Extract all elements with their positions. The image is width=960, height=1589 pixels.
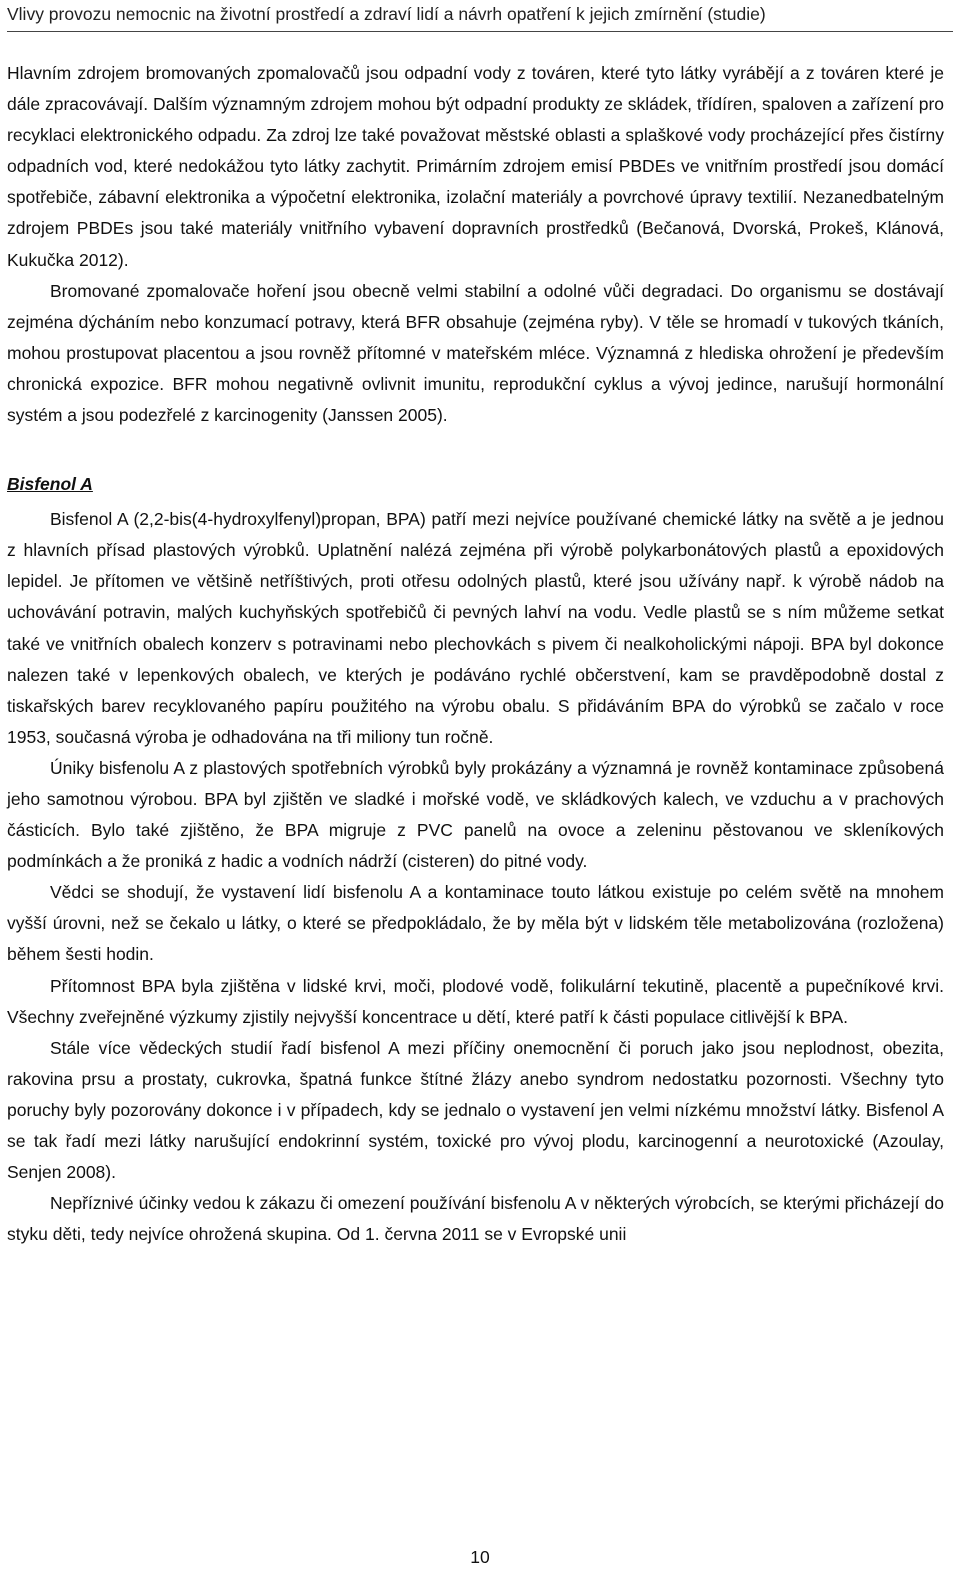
paragraph-bfr-effects: Bromované zpomalovače hoření jsou obecně velmi stabilní a odolné vůči degradaci. Do organismu se dostávají zejména dýcháním nebo konzumací potravy, která BFR obsahuje (zejména ryby). V těle se hromadí v tukových tkáních, mohou prostupovat placentou a jsou rovněž přítomné v mateřském mléce. Významná z hlediska ohrožení je především chronická expozice. BFR mohou negativně ovlivnit imunitu, reprodukční cyklus a vývoj jedince, narušují hormonální systém a jsou podezřelé z karcinogenity (Janssen 2005). [7, 280, 944, 426]
section-heading-bisfenol: Bisfenol A [7, 474, 93, 495]
page-number: 10 [470, 1547, 490, 1567]
paragraph-bpa-presence: Přítomnost BPA byla zjištěna v lidské krvi, moči, plodové vodě, folikulární tekutině, placentě a pupečníkové krvi. Všechny zveřejněné výzkumy zjistily nejvyšší koncentrace u dětí, které patří k části populace citlivější k BPA. [7, 975, 944, 1027]
paragraph-bpa-restrictions: Nepříznivé účinky vedou k zákazu či omezení používání bisfenolu A v některých výrobcích, se kterými přicházejí do styku děti, tedy nejvíce ohrožená skupina. Od 1. června 2011 se v Evropské unii [7, 1193, 944, 1245]
paragraph-bfr-sources: Hlavním zdrojem bromovaných zpomalovačů jsou odpadní vody z továren, které tyto látky vyrábějí a z továren které je dále zpracovávají. Dalším významným zdrojem mohou být odpadní produkty ze skládek, třídíren, spaloven a zařízení pro recyklaci elektronického odpadu. Za zdroj lze také považovat městské oblasti a splaškové vody procházející přes čistírny odpadních vod, které nedokážou tyto látky zachytit. Primárním zdrojem emisí PBDEs ve vnitřním prostředí jsou domácí spotřebiče, zábavní elektronika a výpočetní elektronika, izolační materiály a povrchové úpravy textilií. Nezanedbatelným zdrojem PBDEs jsou také materiály vnitřního vybavení dopravních prostředků (Bečanová, Dvorská, Prokeš, Klánová, Kukučka 2012). [7, 63, 944, 270]
paragraph-bpa-leaks: Úniky bisfenolu A z plastových spotřebních výrobků byly prokázány a významná je rovněž kontaminace způsobená jeho samotnou výrobou. BPA byl zjištěn ve sladké i mořské vodě, ve skládkových kalech, ve vzduchu a v prachových částicích. Bylo také zjištěno, že BPA migruje z PVC panelů na ovoce a zeleninu pěstovanou ve skleníkových podmínkách a že proniká z hadic a vodních nádrží (cisteren) do pitné vody. [7, 757, 944, 872]
page-body [7, 58, 944, 1250]
running-header: Vlivy provozu nemocnic na životní prostředí a zdraví lidí a návrh opatření k jejich zmírnění (studie) [7, 2, 953, 32]
paragraph-bpa-studies: Stále více vědeckých studií řadí bisfenol A mezi příčiny onemocnění či poruch jako jsou neplodnost, obezita, rakovina prsu a prostaty, cukrovka, špatná funkce štítné žlázy anebo syndrom nedostatku pozornosti. Všechny tyto poruchy byly pozorovány dokonce i v případech, kdy se jednalo o vystavení jen velmi nízkému množství látky. Bisfenol A se tak řadí mezi látky narušující endokrinní systém, toxické pro vývoj plodu, karcinogenní a neurotoxické (Azoulay, Senjen 2008). [7, 1037, 944, 1183]
paragraph-bpa-intro: Bisfenol A (2,2-bis(4-hydroxylfenyl)propan, BPA) patří mezi nejvíce používané chemické látky na světě a je jednou z hlavních přísad plastových výrobků. Uplatnění nalézá zejména při výrobě polykarbonátových plastů a epoxidových lepidel. Je přítomen ve většině netříštivých, proti otřesu odolných plastů, které jsou užívány např. k výrobě nádob na uchovávání potravin, malých kuchyňských spotřebičů či pevných lahví na vodu. Vedle plastů se s ním můžeme setkat také ve vnitřních obalech konzerv s potravinami nebo plechovkách s pivem či nealkoholickými nápoji. BPA byl dokonce nalezen také v lepenkových obalech, ve kterých je podáváno rychlé občerstvení, kam se pravděpodobně dostal z tiskařských barev recyklovaného papíru použitého na výrobu obalu. S přidáváním BPA do výrobků se začalo v roce 1953, současná výroba je odhadována na tři miliony tun ročně. [7, 509, 944, 747]
paragraph-bpa-exposure: Vědci se shodují, že vystavení lidí bisfenolu A a kontaminace touto látkou existuje po celém světě na mnohem vyšší úrovni, než se čekalo u látky, o které se předpokládalo, že by měla být v lidském těle metabolizována (rozložena) během šesti hodin. [7, 882, 944, 965]
